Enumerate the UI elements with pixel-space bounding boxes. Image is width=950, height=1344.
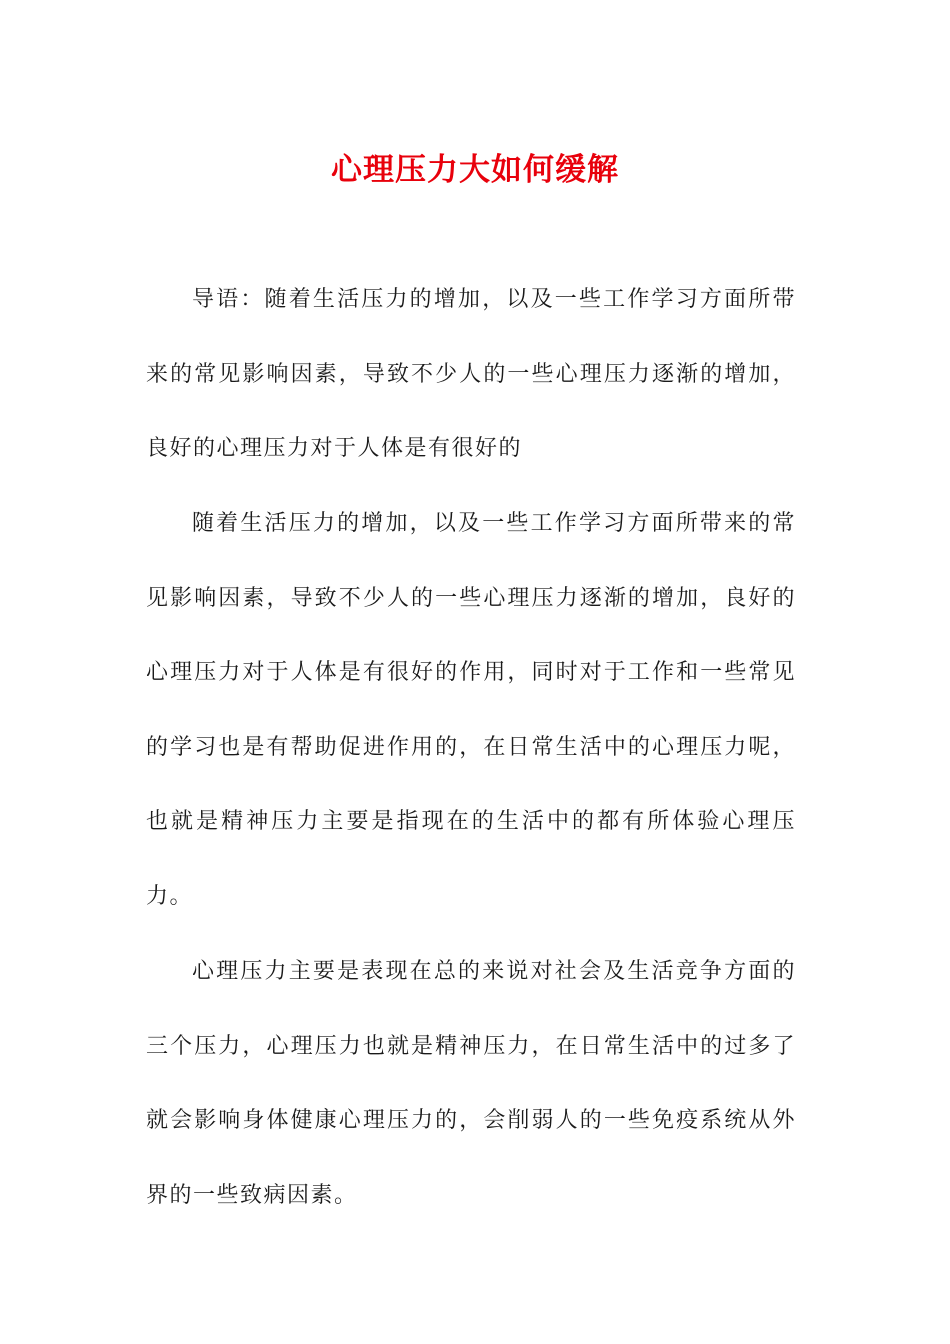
paragraph-body-2: 心理压力主要是表现在总的来说对社会及生活竞争方面的三个压力，心理压力也就是精神压力，在日常生活中的过多了就会影响身体健康心理压力的，会削弱人的一些免疫系统从外界的一些致病因素。: [146, 959, 796, 1208]
paragraph-intro: 导语：随着生活压力的增加，以及一些工作学习方面所带来的常见影响因素，导致不少人的一些心理压力逐渐的增加，良好的心理压力对于人体是有很好的: [146, 287, 796, 462]
paragraph-body-1: 随着生活压力的增加，以及一些工作学习方面所带来的常见影响因素，导致不少人的一些心理压力逐渐的增加，良好的心理压力对于人体是有很好的作用，同时对于工作和一些常见的学习也是有帮助促进作用的，在日常生活中的心理压力呢，也就是精神压力主要是指现在的生活中的都有所体验心理压力。: [146, 511, 796, 909]
document-title: 心理压力大如何缓解: [331, 152, 619, 188]
